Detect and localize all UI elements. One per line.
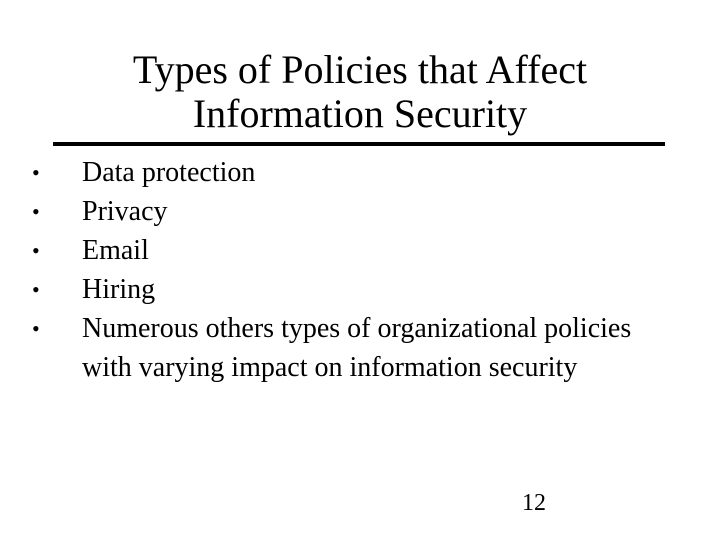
bullet-dot-icon: • — [32, 199, 40, 224]
bullet-list — [32, 153, 672, 387]
bullet-item-email — [32, 231, 672, 270]
bullet-item-privacy — [32, 192, 672, 231]
bullet-dot-icon: • — [32, 316, 40, 341]
bullet-text: Data protection — [82, 157, 256, 188]
bullet-text: Numerous others types of organizational policies with varying impact on information security — [82, 313, 632, 383]
bullet-dot-icon: • — [32, 238, 40, 263]
bullet-dot-icon: • — [32, 160, 40, 185]
bullet-item-numerous-others — [32, 309, 672, 387]
page-number: 12 — [522, 490, 546, 516]
bullet-item-data-protection — [32, 153, 672, 192]
bullet-dot-icon: • — [32, 277, 40, 302]
bullet-text: Hiring — [82, 274, 156, 305]
bullet-item-hiring — [32, 270, 672, 309]
slide-title-line-2: Information Security — [192, 91, 528, 136]
slide-title — [60, 48, 660, 136]
slide-title-line-1: Types of Policies that Affect — [132, 47, 588, 92]
bullet-text: Email — [82, 235, 149, 266]
title-divider — [53, 142, 665, 146]
bullet-text: Privacy — [82, 196, 168, 227]
